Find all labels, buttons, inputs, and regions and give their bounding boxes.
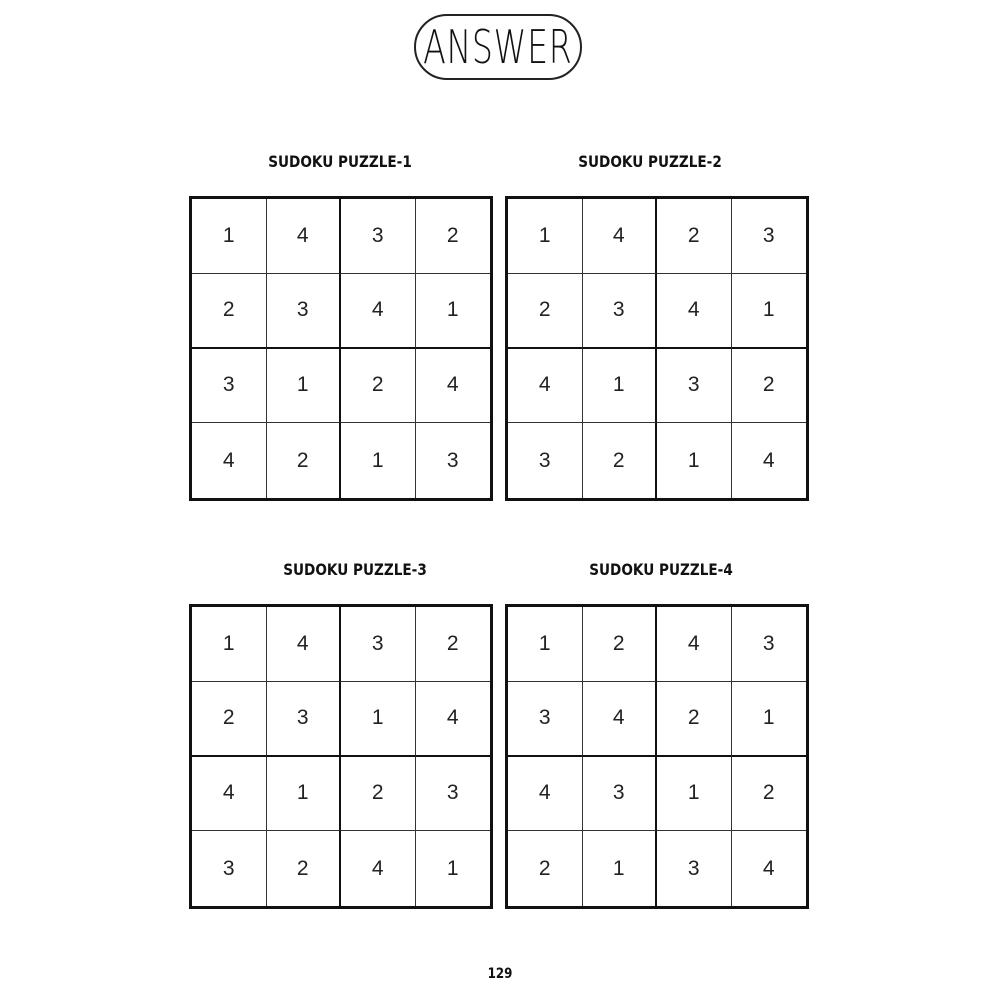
grid-cell: 3 xyxy=(583,274,658,349)
sudoku-grid-4 xyxy=(505,604,809,909)
grid-cell: 4 xyxy=(762,856,775,880)
grid-cell: 2 xyxy=(416,199,491,274)
grid-cell: 1 xyxy=(583,349,658,424)
grid-cell: 4 xyxy=(657,607,732,682)
grid-cell: 2 xyxy=(657,199,732,274)
grid-cell: 3 xyxy=(732,607,807,682)
grid-cell: 1 xyxy=(192,199,267,274)
sudoku-grid-1 xyxy=(189,196,493,501)
grid-cell: 3 xyxy=(657,831,732,906)
grid-cell: 2 xyxy=(192,682,267,757)
grid-cell: 2 xyxy=(267,423,342,498)
grid-cell: 2 xyxy=(657,682,732,757)
grid-cell: 1 xyxy=(341,682,416,757)
grid-cell: 4 xyxy=(341,831,416,906)
grid-cell: 2 xyxy=(508,274,583,349)
page-number: 129 xyxy=(487,966,513,982)
grid-cell: 1 xyxy=(267,757,342,832)
grid-cell: 4 xyxy=(192,757,267,832)
grid-cell: 3 xyxy=(267,682,342,757)
grid-cell: 3 xyxy=(341,199,416,274)
grid-cell: 1 xyxy=(508,607,583,682)
sudoku-grid-3 xyxy=(189,604,493,909)
grid-cell: 4 xyxy=(416,349,491,424)
grid-cell: 1 xyxy=(267,349,342,424)
grid-cell: 2 xyxy=(267,831,342,906)
grid-cell: 1 xyxy=(416,274,491,349)
grid-cell: 3 xyxy=(657,349,732,424)
answer-badge xyxy=(414,14,582,80)
puzzle-title-3: SUDOKU PUZZLE-3 xyxy=(283,560,427,579)
grid-cell: 3 xyxy=(267,274,342,349)
grid-cell: 2 xyxy=(583,607,658,682)
grid-cell: 1 xyxy=(583,831,658,906)
grid-cell: 3 xyxy=(341,607,416,682)
page-title: ANSWER xyxy=(423,20,573,74)
sudoku-grid-2 xyxy=(505,196,809,501)
grid-cell: 3 xyxy=(508,423,583,498)
grid-cell: 4 xyxy=(657,274,732,349)
grid-cell: 4 xyxy=(267,199,342,274)
grid-cell: 2 xyxy=(341,349,416,424)
grid-cell: 3 xyxy=(583,757,658,832)
grid-cell: 4 xyxy=(508,349,583,424)
grid-cell: 1 xyxy=(732,274,807,349)
grid-cell: 3 xyxy=(192,831,267,906)
grid-cell: 3 xyxy=(416,757,491,832)
grid-cell: 4 xyxy=(508,757,583,832)
grid-cell: 1 xyxy=(192,607,267,682)
grid-cell: 2 xyxy=(732,349,807,424)
grid-cell: 1 xyxy=(446,856,459,880)
grid-cell: 4 xyxy=(192,423,267,498)
grid-cell: 2 xyxy=(732,757,807,832)
grid-cell: 1 xyxy=(657,757,732,832)
grid-cell: 2 xyxy=(416,607,491,682)
grid-cell: 4 xyxy=(267,607,342,682)
grid-cell: 3 xyxy=(508,682,583,757)
grid-cell: 4 xyxy=(416,682,491,757)
grid-cell: 1 xyxy=(732,682,807,757)
grid-cell: 2 xyxy=(192,274,267,349)
grid-cell: 4 xyxy=(341,274,416,349)
grid-cell: 1 xyxy=(508,199,583,274)
puzzle-title-1: SUDOKU PUZZLE-1 xyxy=(268,152,412,171)
puzzle-title-4: SUDOKU PUZZLE-4 xyxy=(589,560,733,579)
puzzle-title-2: SUDOKU PUZZLE-2 xyxy=(578,152,722,171)
grid-cell: 2 xyxy=(341,757,416,832)
grid-cell: 3 xyxy=(192,349,267,424)
grid-cell: 4 xyxy=(762,448,775,472)
grid-cell: 3 xyxy=(446,448,459,472)
grid-cell: 1 xyxy=(657,423,732,498)
grid-cell: 1 xyxy=(341,423,416,498)
grid-cell: 4 xyxy=(583,682,658,757)
grid-cell: 2 xyxy=(583,423,658,498)
grid-cell: 3 xyxy=(732,199,807,274)
grid-cell: 2 xyxy=(508,831,583,906)
grid-cell: 4 xyxy=(583,199,658,274)
